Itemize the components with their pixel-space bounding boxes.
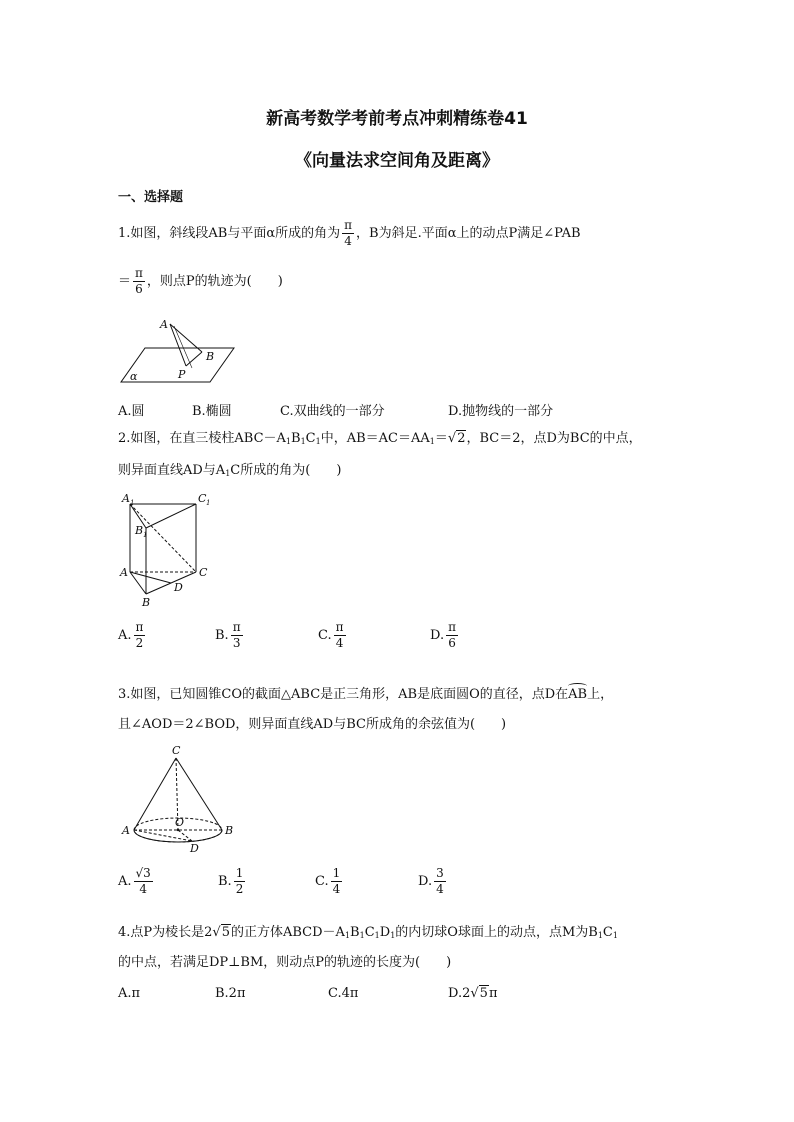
q1-frac1-den: 4 bbox=[344, 234, 352, 248]
label-O: O bbox=[175, 816, 185, 829]
q2-option-a-label: A. bbox=[118, 628, 132, 643]
frac-den: 4 bbox=[332, 882, 341, 896]
page-title: 新高考数学考前考点冲刺精练卷41 bbox=[266, 109, 528, 129]
q1-frac2-num: π bbox=[135, 266, 143, 280]
section-heading: 一、选择题 bbox=[118, 190, 184, 205]
label-A: A bbox=[120, 566, 128, 579]
q2-sub: 1 bbox=[429, 437, 435, 446]
frac-den: 6 bbox=[448, 636, 456, 650]
q2-option-a[interactable] bbox=[118, 620, 147, 651]
label-B1: B bbox=[135, 524, 144, 537]
label-A1: A bbox=[122, 492, 130, 505]
frac-num: 1 bbox=[332, 866, 341, 880]
q4-sub: 1 bbox=[374, 931, 380, 940]
q1-option-a[interactable]: A.圆 bbox=[118, 404, 145, 419]
q2-option-c-label: C. bbox=[318, 628, 332, 643]
q1-middle: ，B为斜足.平面α上的动点P满足∠PAB bbox=[356, 226, 581, 241]
q2-option-d-frac bbox=[446, 620, 458, 651]
q2-figure-prism bbox=[118, 490, 228, 610]
q1-line2 bbox=[118, 266, 283, 297]
q1-option-b[interactable]: B.椭圆 bbox=[192, 404, 232, 419]
q3-option-b-frac bbox=[234, 866, 246, 897]
q3-option-c[interactable] bbox=[315, 866, 344, 897]
base-circle-front bbox=[134, 830, 222, 842]
frac-num: √3 bbox=[135, 866, 151, 880]
q4-option-d-label: D.2 bbox=[448, 986, 471, 1001]
q3-arc-AB: AB bbox=[568, 687, 588, 702]
q4-text-f: 的内切球O球面上的动点，点M为B bbox=[395, 925, 598, 940]
frac-den: 3 bbox=[232, 636, 241, 650]
q2-sub: 1 bbox=[225, 469, 231, 478]
label-B1-sub: 1 bbox=[143, 531, 148, 539]
q2-option-a-frac bbox=[134, 620, 146, 651]
q3-option-a[interactable] bbox=[118, 866, 155, 897]
frac-den: 4 bbox=[139, 882, 147, 896]
q3-option-b-label: B. bbox=[218, 874, 232, 889]
q4-text-d: C bbox=[364, 925, 375, 940]
q2-option-b[interactable] bbox=[215, 620, 245, 651]
q1-frac2-den: 6 bbox=[135, 282, 143, 296]
q4-option-c[interactable]: C.4π bbox=[328, 986, 359, 1001]
q2-sub: 1 bbox=[285, 437, 292, 446]
q2-text-d: 中，AB＝AC＝AA bbox=[320, 431, 430, 446]
label-C1-sub: 1 bbox=[206, 499, 211, 507]
label-C: C bbox=[199, 566, 208, 579]
q2-sub: 1 bbox=[300, 437, 306, 446]
q2-option-c-frac bbox=[334, 620, 346, 651]
q3-option-a-frac bbox=[134, 866, 153, 897]
q2-text-f: ，BC＝2，点D为BC的中点， bbox=[466, 431, 642, 446]
q3-option-c-label: C. bbox=[315, 874, 329, 889]
q3-text-a: 3.如图，已知圆锥CO的截面△ABC是正三角形，AB是底面圆O的直径，点D在 bbox=[118, 687, 569, 702]
segment-A1C bbox=[130, 504, 196, 572]
q1-option-c[interactable]: C.双曲线的一部分 bbox=[280, 404, 385, 419]
q3-option-c-frac bbox=[331, 866, 343, 897]
q3-option-d-frac bbox=[434, 866, 446, 897]
q2-line1 bbox=[118, 430, 642, 451]
q1-suffix: ，则点P的轨迹为( ) bbox=[146, 274, 283, 289]
q1-fraction-2 bbox=[133, 266, 145, 297]
q4-sub: 1 bbox=[390, 931, 396, 940]
q4-line1 bbox=[118, 924, 618, 945]
q3-option-d[interactable] bbox=[418, 866, 448, 897]
q4-text-g: C bbox=[602, 925, 613, 940]
q1-prefix: 1.如图，斜线段AB与平面α所成的角为 bbox=[118, 226, 341, 241]
label-alpha: α bbox=[130, 370, 138, 383]
q4-sub: 1 bbox=[344, 931, 351, 940]
segment-AD bbox=[134, 830, 192, 841]
q4-text-a: 4.点P为棱长是2 bbox=[118, 925, 213, 940]
q2-sqrt: √2 bbox=[447, 431, 466, 446]
q1-fraction-1 bbox=[342, 218, 354, 249]
q3-line1 bbox=[118, 686, 613, 704]
label-A: A bbox=[122, 824, 130, 837]
frac-num: 1 bbox=[235, 866, 244, 880]
q2-text-a: 2.如图，在直三棱柱ABC－A bbox=[118, 431, 286, 446]
q2-option-d-label: D. bbox=[430, 628, 445, 643]
q4-line2: 的中点，若满足DP⊥BM，则动点P的轨迹的长度为( ) bbox=[118, 955, 452, 970]
frac-den: 2 bbox=[235, 882, 244, 896]
label-B: B bbox=[206, 350, 215, 363]
q2-option-c[interactable] bbox=[318, 620, 348, 651]
q1-figure-plane bbox=[118, 314, 248, 386]
label-C1: C bbox=[198, 492, 207, 505]
center-dot-O bbox=[177, 829, 179, 831]
q1-eq: ＝ bbox=[118, 274, 132, 289]
frac-num: 3 bbox=[436, 866, 444, 880]
q4-sub: 1 bbox=[612, 931, 618, 940]
q4-text-c: B bbox=[350, 925, 360, 940]
label-C: C bbox=[172, 744, 181, 757]
q3-figure-cone bbox=[118, 742, 243, 856]
frac-den: 4 bbox=[335, 636, 344, 650]
edge-CA bbox=[134, 758, 176, 830]
label-B: B bbox=[142, 596, 151, 609]
label-A1-sub: 1 bbox=[130, 499, 135, 507]
label-B: B bbox=[225, 824, 234, 837]
q1-frac1-num: π bbox=[344, 218, 353, 232]
q4-sub: 1 bbox=[359, 931, 365, 940]
q4-option-d-suffix: π bbox=[488, 986, 498, 1001]
label-D: D bbox=[190, 842, 199, 855]
label-A: A bbox=[160, 318, 168, 331]
q4-sqrt: √5 bbox=[212, 925, 230, 940]
q2-option-b-frac bbox=[231, 620, 243, 651]
q3-option-d-label: D. bbox=[418, 874, 433, 889]
q4-text-e: D bbox=[379, 925, 391, 940]
q2-text-h: C所成的角为( ) bbox=[230, 463, 342, 478]
q3-line2: 且∠AOD＝2∠BOD，则异面直线AD与BC所成角的余弦值为( ) bbox=[118, 717, 507, 732]
segment-AD bbox=[130, 572, 171, 583]
q2-text-g: 则异面直线AD与A bbox=[118, 463, 226, 478]
q4-sub: 1 bbox=[597, 931, 603, 940]
q4-sqrt-value: 5 bbox=[221, 925, 230, 940]
label-P: P bbox=[178, 368, 186, 381]
q4-option-d-sqrt-value: 5 bbox=[479, 986, 488, 1001]
q4-option-d-sqrt: √5 bbox=[470, 986, 488, 1001]
q4-option-b[interactable]: B.2π bbox=[215, 986, 246, 1001]
q4-option-d[interactable] bbox=[448, 986, 498, 1001]
q2-sub: 1 bbox=[315, 437, 321, 446]
page-subtitle: 《向量法求空间角及距离》 bbox=[295, 151, 499, 171]
edge-B1C1 bbox=[146, 504, 196, 528]
q2-text-b: B bbox=[291, 431, 301, 446]
frac-num: π bbox=[232, 620, 241, 634]
q1-line1 bbox=[118, 218, 581, 249]
q3-option-a-label: A. bbox=[118, 874, 132, 889]
q2-text-c: C bbox=[305, 431, 316, 446]
q2-line2 bbox=[118, 462, 341, 483]
q4-text-b: 的正方体ABCD－A bbox=[231, 925, 345, 940]
frac-den: 4 bbox=[436, 882, 444, 896]
segment-AP bbox=[170, 324, 186, 366]
label-D: D bbox=[174, 581, 183, 594]
frac-num: π bbox=[135, 620, 144, 634]
q3-option-b[interactable] bbox=[218, 866, 247, 897]
frac-num: π bbox=[335, 620, 344, 634]
q2-option-b-label: B. bbox=[215, 628, 229, 643]
q4-option-a[interactable]: A.π bbox=[118, 986, 141, 1001]
frac-num: π bbox=[448, 620, 456, 634]
q2-text-e: ＝ bbox=[434, 431, 448, 446]
q2-sqrt-value: 2 bbox=[457, 431, 466, 446]
q2-option-d[interactable] bbox=[430, 620, 460, 651]
q1-option-d[interactable]: D.抛物线的一部分 bbox=[448, 404, 554, 419]
frac-den: 2 bbox=[135, 636, 144, 650]
shade-line bbox=[174, 326, 192, 368]
q3-text-b: 上， bbox=[587, 687, 614, 702]
